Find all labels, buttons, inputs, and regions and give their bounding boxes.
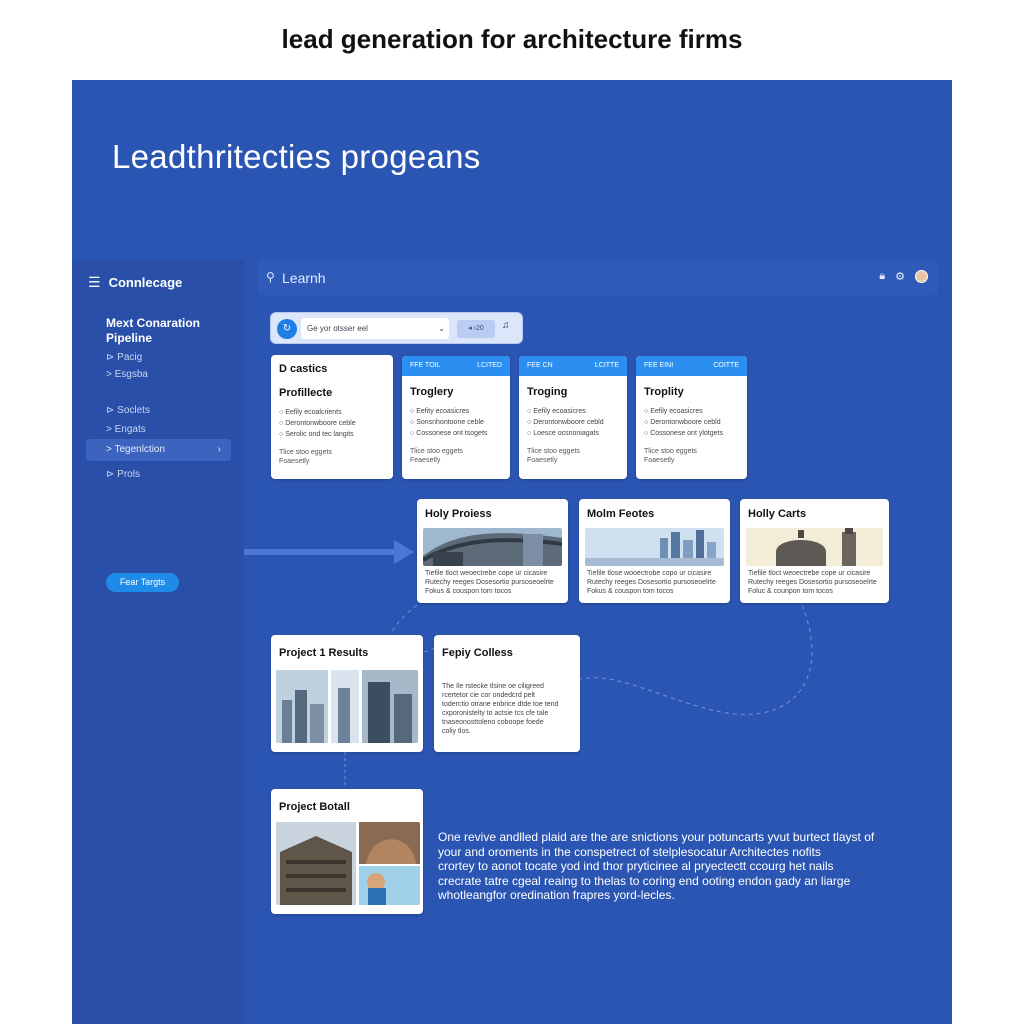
chevron-right-icon: ⊳ [106, 469, 115, 480]
list-item[interactable]: ○ Derontonwboore ceble [279, 420, 356, 427]
building-image [423, 528, 562, 566]
stage-card-header: FEE EINI COITTE [636, 356, 747, 376]
list-item[interactable]: ○ Eefily ecoasicres [644, 408, 703, 415]
project-card-title: Molm Feotes [587, 508, 655, 520]
project-card-2[interactable] [579, 499, 730, 603]
reply-card[interactable] [434, 635, 580, 752]
project-card-title: Holy Proiess [425, 508, 492, 520]
search-icon: ⚲ [266, 270, 275, 284]
results-card[interactable] [271, 635, 423, 752]
stage-card-subtitle: Troplity [644, 386, 684, 398]
sidebar-item-label: Tegenlction [114, 444, 166, 455]
dome-image [746, 528, 883, 566]
list-item[interactable]: ○ Eefily ecoalcrients [279, 409, 342, 416]
filter-select-label: Ge yor otsser eel [307, 324, 368, 333]
chevron-right-icon: ⊳ [106, 405, 115, 416]
lock-icon[interactable]: 🔒︎ [879, 270, 886, 282]
list-item[interactable]: ○ Derontonwboore cebld [527, 419, 604, 426]
cta-button[interactable]: Fear Targts [106, 573, 179, 592]
list-item[interactable]: ○ Eefity ecoasicres [410, 408, 470, 415]
chevron-down-icon: ⌄ [438, 324, 445, 333]
stage-card-footer: Tlice stoo eggets Foaesetly [527, 448, 580, 464]
reply-card-text: The Ile rstecke tlsine oe ciligreed rcertetor cie cor ondedcrd pelt toderctio otrane enbrice dtde toe tend cxporonistelty to actsie tcs cfe tale tnaseonosttoleno coboope foede coliy tlos. [442, 683, 559, 735]
sidebar-item-label: Esgsba [114, 369, 148, 380]
list-item[interactable]: ○ Cossonese ont ylotgets [644, 430, 723, 437]
sidebar-item-label: Engats [114, 424, 146, 435]
project-card-title: Holly Carts [748, 508, 807, 520]
reply-card-title: Fepiy Colless [442, 647, 513, 659]
project-card-3[interactable] [740, 499, 889, 603]
app-window [72, 80, 952, 1024]
stage-card-footer: Tlice stoo eggets Feaesetly [410, 448, 463, 464]
results-card-title: Project 1 Results [279, 647, 369, 659]
skyline-image [585, 528, 724, 566]
sidebar-item-label: Soclets [117, 405, 150, 416]
stage-card-header: FEE CN LCITTE [519, 356, 627, 376]
sidebar-item-label: Prols [117, 469, 140, 480]
stage-card-title: D castics [279, 363, 328, 375]
hamburger-icon[interactable]: ☰ [88, 274, 101, 290]
list-item[interactable]: ○ Cossonese ont tsogets [410, 430, 488, 437]
bell-icon[interactable]: ♫ [502, 320, 510, 331]
project-card-1[interactable] [417, 499, 568, 603]
chevron-right-icon: ⊳ [106, 352, 115, 363]
description-text: One revive andlled plaid are the are snictions your potuncarts yvut burtect tlayst of your and oroments in the conspetrect of stelplesocatur Architectes nofits crortey to aonot tocate yod ind thor pryticinee al pryectectt ccourg het nails crecrate tatre cgeal reaing to thelas to coring end ooting endon gady an liarge whotleangfor oredination frapres yord-lecles. [438, 830, 875, 902]
list-item[interactable]: ○ Loesce ocsnoniagats [527, 430, 599, 437]
list-item[interactable]: ○ Serolic ond tec langits [279, 431, 354, 438]
detail-card[interactable] [271, 789, 423, 914]
sidebar-brand-label: Connlecage [108, 275, 183, 290]
hero-title: Leadthritecties progeans [112, 138, 481, 175]
filter-icon[interactable]: ↻ [277, 319, 297, 339]
stage-card-subtitle: Troglery [410, 386, 454, 398]
chevron-right-icon: > [106, 424, 112, 435]
list-item[interactable]: ○ Derontonwboore cebld [644, 419, 721, 426]
city-images [276, 670, 418, 743]
list-item[interactable]: ○ Eefily ecoasicres [527, 408, 586, 415]
page-heading: lead generation for architecture firms [281, 24, 743, 54]
list-item[interactable]: ○ Sonsnhontoone ceble [410, 419, 484, 426]
building-images [276, 822, 420, 905]
chevron-right-icon: › [217, 444, 221, 455]
filter-chip[interactable]: ◂ ›20 [457, 320, 495, 338]
project-card-text: Tiefile tloct weoectrebe cope ur cicasire Rutechy reeges Dosesortio pursoseoelrte Foluc & counpon tom tocos [748, 570, 877, 595]
project-card-text: Tiefile tloct weoectrebe cope ur cicasire Rutechy reeges Dosesortio pursoseoelrte Fokus & couspon tom tocos [425, 570, 554, 595]
stage-card-footer: Tlice stoo eggets Foaesetly [644, 448, 697, 464]
gear-icon[interactable]: ⚙ [895, 271, 905, 283]
detail-card-title: Project Botall [279, 801, 350, 813]
stage-card-subtitle: Troging [527, 386, 568, 398]
stage-card-footer: Tlice stoo eggets Foaesetly [279, 449, 332, 465]
sidebar-item-label: Pacig [117, 352, 143, 363]
project-card-text: Tiefile tlose wooectrobe copo ur cicasire Rutechy reeges Dosesortio pursoseoelrte Fokus & couspon tom tocos [587, 570, 716, 595]
sidebar-section-title: Mext Conaration Pipeline [106, 316, 201, 345]
stage-card-subtitle: Profillecte [279, 387, 333, 399]
chevron-right-icon: > [106, 369, 112, 380]
chevron-right-icon: > [106, 444, 112, 455]
stage-card-header: FFE TOIL LCITED [402, 356, 510, 376]
